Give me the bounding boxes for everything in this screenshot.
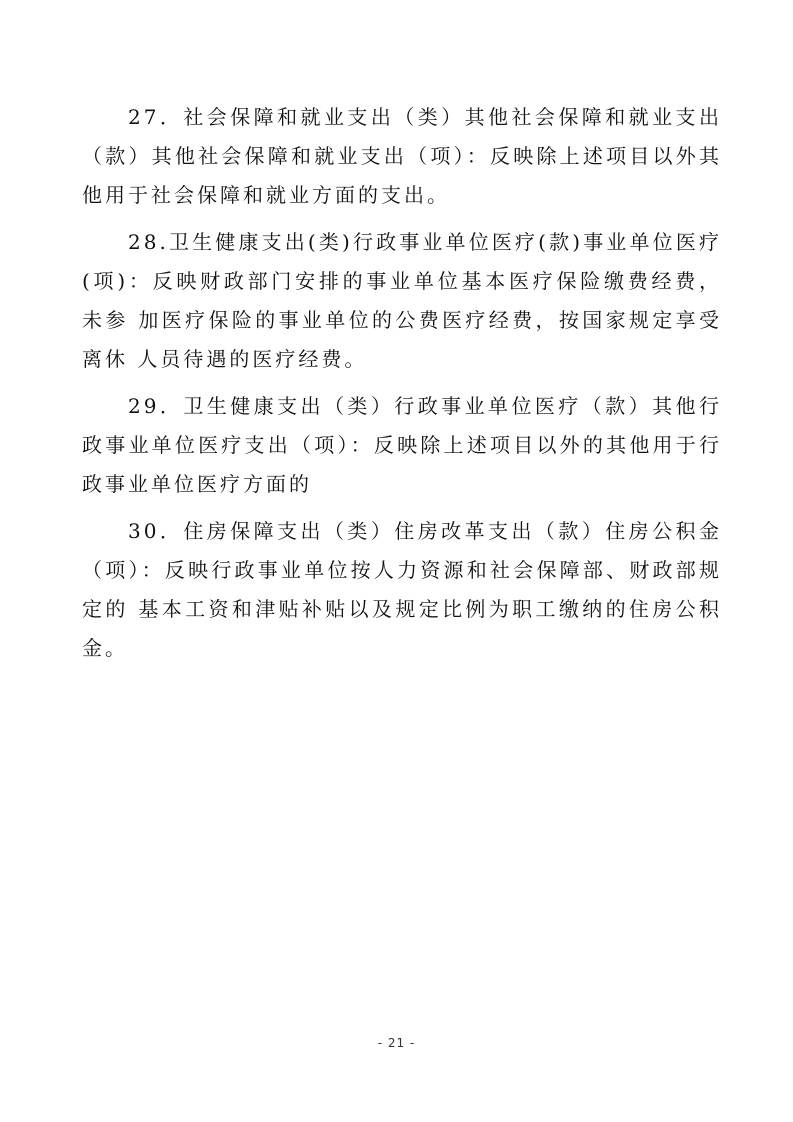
paragraph-28: 28.卫生健康支出(类)行政事业单位医疗(款)事业单位医疗(项)：反映财政部门安排的事业单位基本医疗保险缴费经费，未参 加医疗保险的事业单位的公费医疗经费，按国家规定享受离休 人员待遇的医疗经费。 (82, 230, 722, 371)
paragraph-27: 27．社会保障和就业支出（类）其他社会保障和就业支出（款）其他社会保障和就业支出（项）：反映除上述项目以外其他用于社会保障和就业方面的支出。 (82, 105, 722, 207)
document-body (82, 98, 722, 676)
paragraph-30: 30．住房保障支出（类）住房改革支出（款）住房公积金（项）：反映行政事业单位按人力资源和社会保障部、财政部规定的 基本工资和津贴补贴以及规定比例为职工缴纳的住房公积金。 (82, 519, 722, 660)
page-number: - 21 - (377, 1036, 416, 1050)
paragraph-29: 29．卫生健康支出（类）行政事业单位医疗（款）其他行政事业单位医疗支出（项）：反映除上述项目以外的其他用于行政事业单位医疗方面的 (82, 394, 722, 496)
